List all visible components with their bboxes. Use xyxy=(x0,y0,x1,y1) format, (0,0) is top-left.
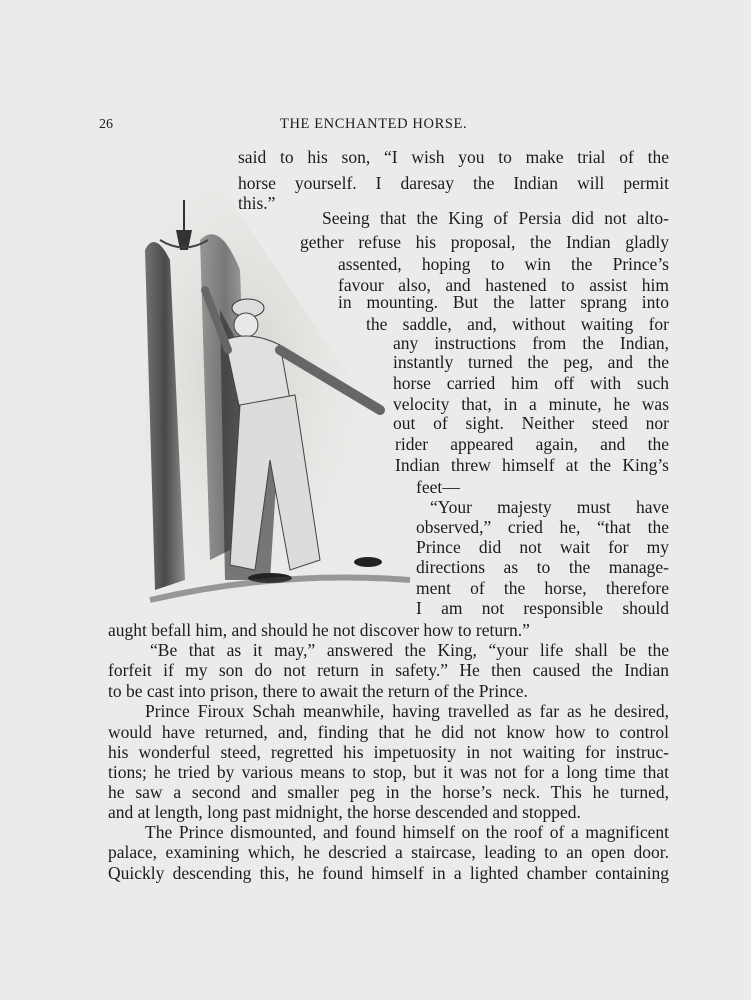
text-line: in mounting. But the latter sprang into xyxy=(338,292,669,312)
text-line: Seeing that the King of Persia did not alto- xyxy=(322,208,669,228)
text-line: directions as to the manage- xyxy=(416,557,669,577)
text-line: “Be that as it may,” answered the King, “your life shall be the xyxy=(150,640,669,660)
text-line: any instructions from the Indian, xyxy=(393,333,669,353)
text-line: feet— xyxy=(416,477,460,497)
text-line: tions; he tried by various means to stop, but it was not for a long time that xyxy=(108,762,669,782)
text-line: his wonderful steed, regretted his impetuosity in not waiting for instruc- xyxy=(108,742,669,762)
text-line: palace, examining which, he descried a staircase, leading to an open door. xyxy=(108,842,669,862)
text-line: and at length, long past midnight, the horse descended and stopped. xyxy=(108,802,581,822)
text-line: “Your majesty must have xyxy=(430,497,669,517)
text-line: observed,” cried he, “that the xyxy=(416,517,669,537)
text-line: rider appeared again, and the xyxy=(395,434,669,454)
text-line: the saddle, and, without waiting for xyxy=(366,314,669,334)
running-header: THE ENCHANTED HORSE. xyxy=(280,116,468,132)
text-line: this.” xyxy=(238,193,276,213)
text-line: Quickly descending this, he found himself in a lighted chamber containing xyxy=(108,863,669,883)
text-line: horse carried him off with such xyxy=(393,373,669,393)
text-line: aught befall him, and should he not discover how to return.” xyxy=(108,620,530,640)
text-line: forfeit if my son do not return in safety.” He then caused the Indian xyxy=(108,660,669,680)
text-line: instantly turned the peg, and the xyxy=(393,352,669,372)
text-line: said to his son, “I wish you to make trial of the xyxy=(238,147,669,167)
text-line: ment of the horse, therefore xyxy=(416,578,669,598)
text-line: gether refuse his proposal, the Indian gladly xyxy=(300,232,669,252)
text-line: favour also, and hastened to assist him xyxy=(338,275,669,295)
text-line: to be cast into prison, there to await the return of the Prince. xyxy=(108,681,528,701)
text-line: Prince Firoux Schah meanwhile, having travelled as far as he desired, xyxy=(145,701,669,721)
text-line: velocity that, in a minute, he was xyxy=(393,394,669,414)
illustration-indian-servant xyxy=(130,160,420,620)
text-line: Prince did not wait for my xyxy=(416,537,669,557)
text-line: assented, hoping to win the Prince’s xyxy=(338,254,669,274)
page-number: 26 xyxy=(99,117,113,132)
text-line: he saw a second and smaller peg in the horse’s neck. This he turned, xyxy=(108,782,669,802)
text-line: would have returned, and, finding that he did not know how to control xyxy=(108,722,669,742)
text-line: horse yourself. I daresay the Indian will permit xyxy=(238,173,669,193)
text-line: I am not responsible should xyxy=(416,598,669,618)
text-line: Indian threw himself at the King’s xyxy=(395,455,669,475)
text-line: out of sight. Neither steed nor xyxy=(393,413,669,433)
text-line: The Prince dismounted, and found himself on the roof of a magnificent xyxy=(145,822,669,842)
